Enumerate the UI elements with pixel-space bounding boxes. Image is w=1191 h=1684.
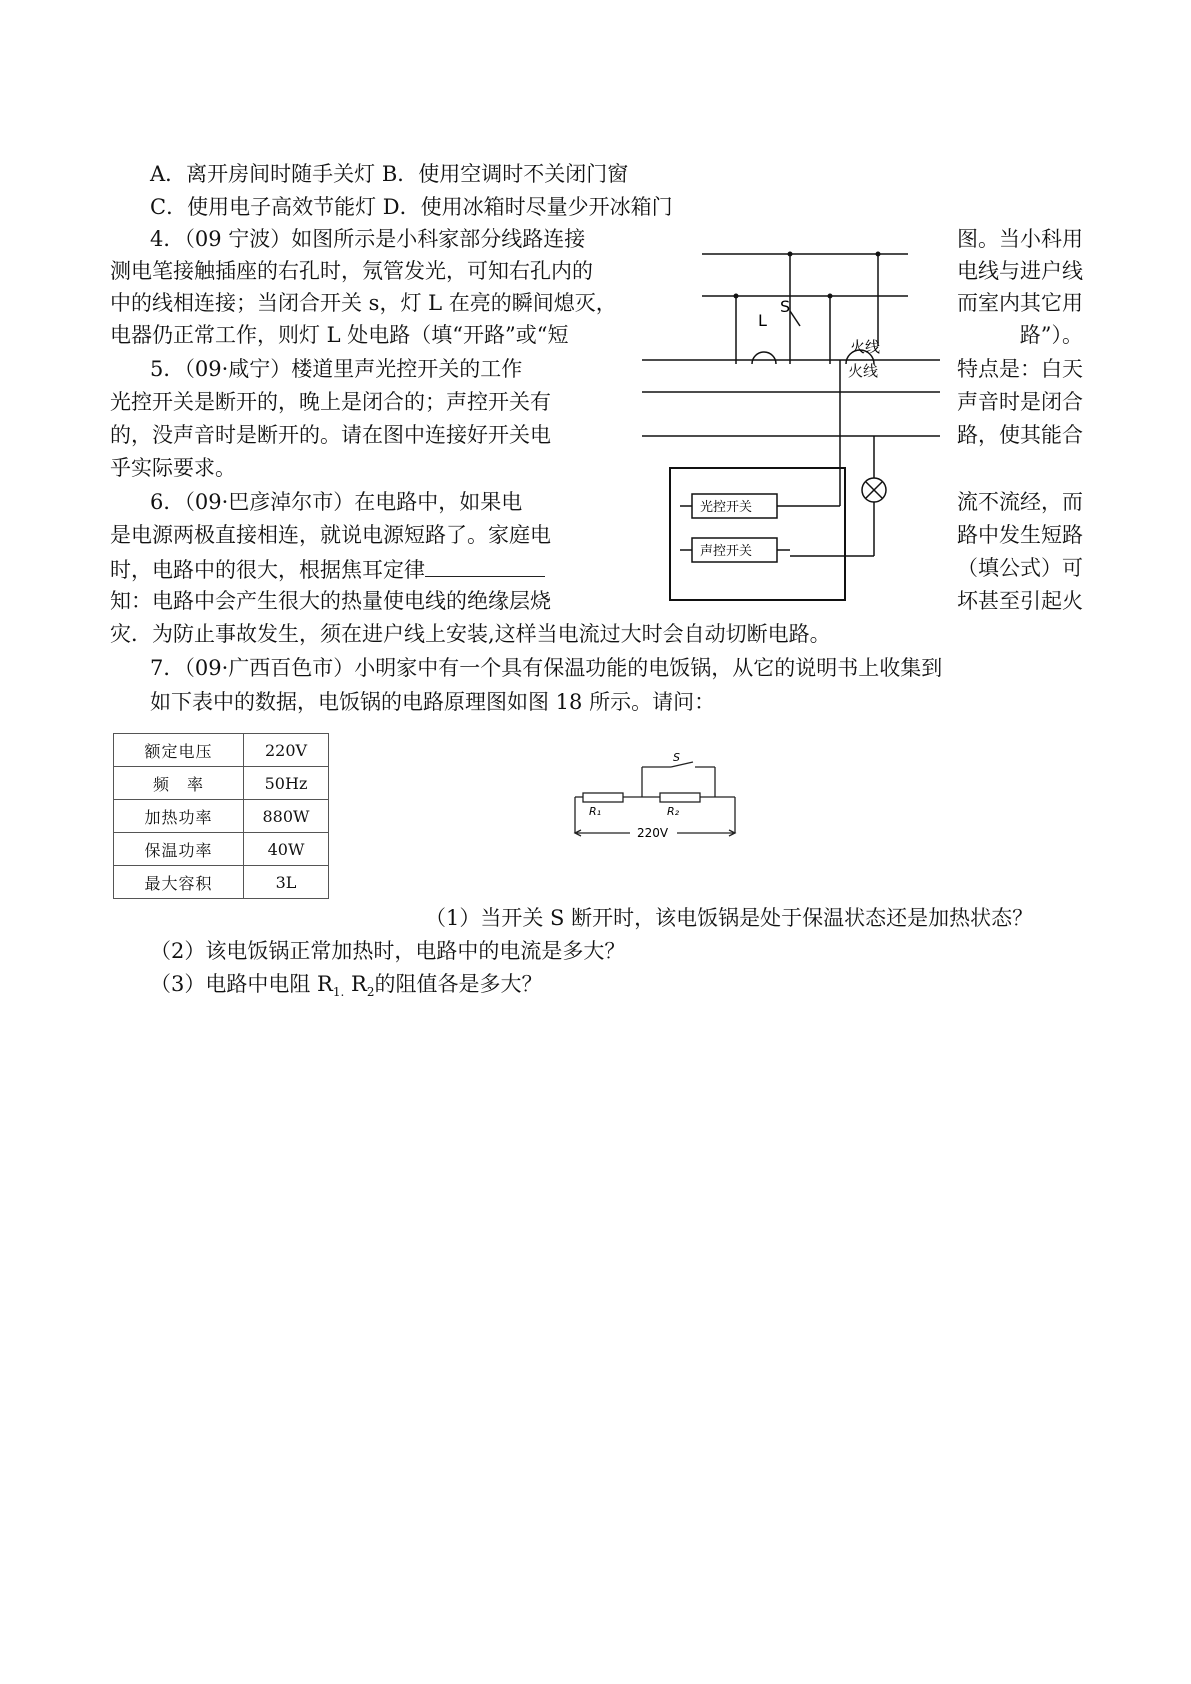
q3-sub-2: 2 <box>366 985 375 1000</box>
switch-circuit-diagram <box>640 338 940 603</box>
option-line-ab: A．离开房间时随手关灯 B．使用空调时不关闭门窗 <box>150 162 629 186</box>
sub-question-3 <box>150 970 542 1006</box>
q3-sub-1: 1. <box>332 985 345 1000</box>
q6-line-4: 知：电路中会产生很大的热量使电线的绝缘层烧 <box>110 589 551 613</box>
q6-line-1-right: 流不流经，而 <box>957 490 1083 514</box>
spec-value: 880W <box>244 800 329 833</box>
sub-question-1: （1）当开关 S 断开时，该电饭锅是处于保温状态还是加热状态？ <box>425 906 1034 930</box>
switch-box <box>670 468 845 600</box>
lamp-label-L: L <box>758 311 767 330</box>
r1-label: R₁ <box>589 805 602 818</box>
q6-line-3-right: （填公式）可 <box>957 556 1083 580</box>
spec-key: 频 率 <box>114 767 244 800</box>
spec-key: 保温功率 <box>114 833 244 866</box>
switch-label-S: S <box>780 297 791 316</box>
table-row <box>114 800 329 833</box>
table-row <box>114 866 329 899</box>
q6-line-3 <box>110 554 545 584</box>
fire-wire-tag: 火线 <box>848 362 879 380</box>
light-switch-label: 光控开关 <box>700 500 753 515</box>
q3-text-b: R <box>344 972 367 996</box>
q6-line-2-right: 路中发生短路 <box>957 523 1083 547</box>
q5-line-3: 的，没声音时是断开的。请在图中连接好开关电 <box>110 423 551 447</box>
rice-cooker-circuit <box>565 751 745 855</box>
table-row <box>114 734 329 767</box>
switch-blade <box>790 311 800 326</box>
resistor-r1 <box>583 793 623 802</box>
sound-switch-label: 声控开关 <box>700 544 753 559</box>
q4-line-2-right: 电线与进户线 <box>957 259 1083 283</box>
q4-line-2: 测电笔接触插座的右孔时，氖管发光，可知右孔内的 <box>110 259 593 283</box>
q3-text-a: （3）电路中电阻 R <box>150 972 333 996</box>
r2-label: R₂ <box>667 805 680 818</box>
q4-line-1: 4．（09 宁波）如图所示是小科家部分线路连接 <box>150 227 586 251</box>
q7-line-1: 7．（09·广西百色市）小明家中有一个具有保温功能的电饭锅，从它的说明书上收集到 <box>150 656 943 680</box>
sub-question-2: （2）该电饭锅正常加热时，电路中的电流是多大？ <box>150 939 626 963</box>
q5-line-3-right: 路，使其能合 <box>957 423 1083 447</box>
q3-text-c: 的阻值各是多大？ <box>374 972 543 996</box>
rice-cooker-spec-table <box>113 733 329 899</box>
q5-line-2-right: 声音时是闭合 <box>957 390 1083 414</box>
spec-key: 加热功率 <box>114 800 244 833</box>
q5-line-1: 5．（09·咸宁）楼道里声光控开关的工作 <box>150 357 523 381</box>
spec-key: 最大容积 <box>114 866 244 899</box>
q6-line-1: 6．（09·巴彦淖尔市）在电路中，如果电 <box>150 490 523 514</box>
spec-value: 220V <box>244 734 329 767</box>
table-row <box>114 833 329 866</box>
q4-line-3-right: 而室内其它用 <box>957 291 1083 315</box>
q4-line-1-right: 图。当小科用 <box>957 227 1083 251</box>
q4-line-4-right: 路”）。 <box>1019 323 1083 347</box>
option-line-cd: C．使用电子高效节能灯 D．使用冰箱时尽量少开冰箱门 <box>150 195 673 219</box>
q5-line-4: 乎实际要求。 <box>110 456 236 480</box>
q4-line-3: 中的线相连接；当闭合开关 s，灯 L 在亮的瞬间熄灭， <box>110 291 617 315</box>
q4-line-4: 电器仍正常工作，则灯 L 处电路（填“开路”或“短 <box>110 323 569 347</box>
formula-blank[interactable] <box>425 554 545 577</box>
spec-value: 50Hz <box>244 767 329 800</box>
spec-value: 40W <box>244 833 329 866</box>
switch-label-s: S <box>673 751 680 764</box>
resistor-r2 <box>660 793 700 802</box>
spec-value: 3L <box>244 866 329 899</box>
q7-line-2: 如下表中的数据，电饭锅的电路原理图如图 18 所示。请问： <box>150 690 716 714</box>
q6-line-2: 是电源两极直接相连，就说电源短路了。家庭电 <box>110 523 551 547</box>
fire-wire-label: 火线 <box>850 338 881 356</box>
q5-line-2: 光控开关是断开的，晚上是闭合的；声控开关有 <box>110 390 551 414</box>
q6-line-4-right: 坏甚至引起火 <box>957 589 1083 613</box>
q6-line-5: 灾．为防止事故发生，须在进户线上安装,这样当电流过大时会自动切断电路。 <box>110 622 831 646</box>
table-row <box>114 767 329 800</box>
q6-line-3-text: 时，电路中的很大，根据焦耳定律 <box>110 558 425 582</box>
voltage-label: 220V <box>637 826 669 840</box>
spec-key: 额定电压 <box>114 734 244 767</box>
q5-line-1-right: 特点是：白天 <box>957 357 1083 381</box>
